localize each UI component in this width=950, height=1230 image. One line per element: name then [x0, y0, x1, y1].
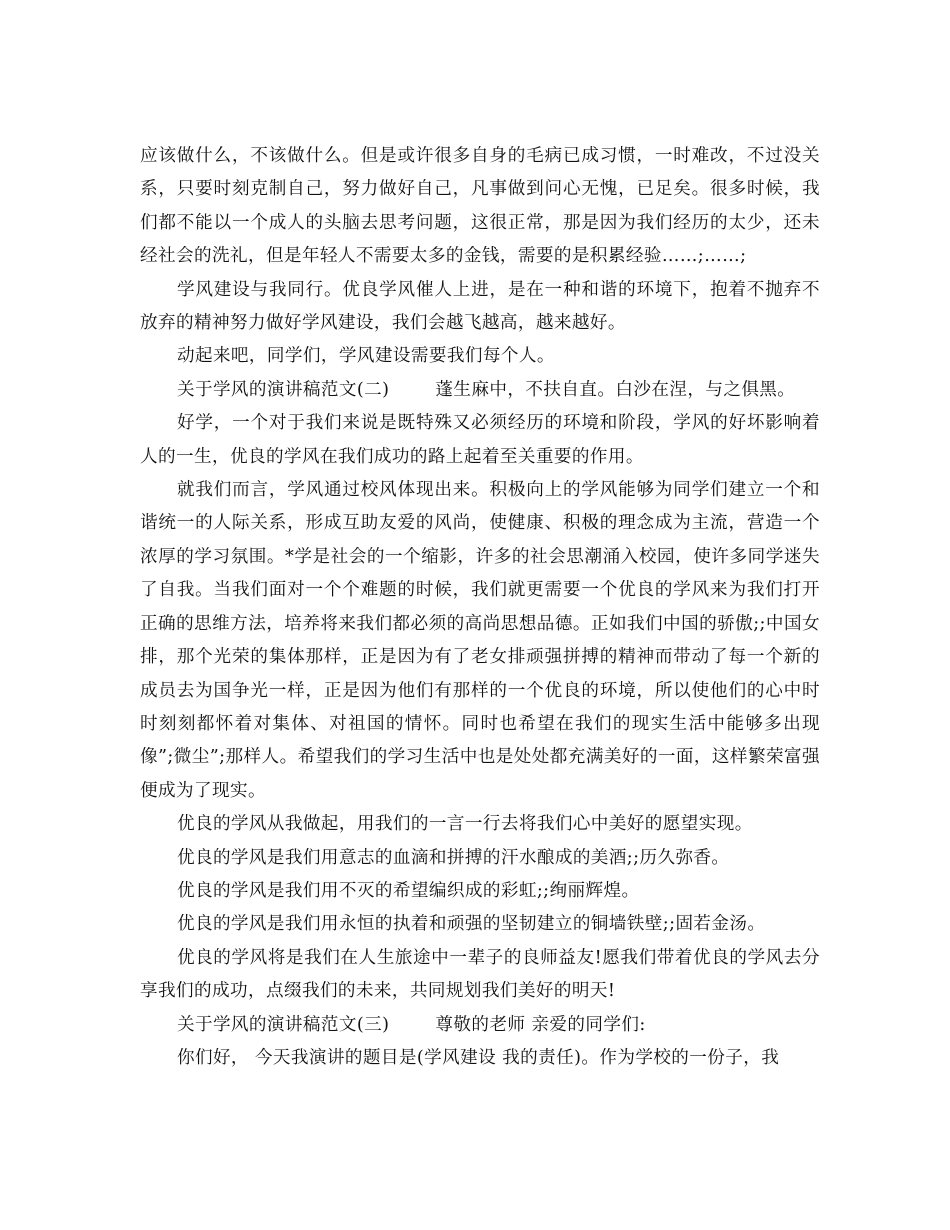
paragraph-5: 好学，一个对于我们来说是既特殊又必须经历的环境和阶段，学风的好坏影响着人的一生，优良的学风在我们成功的路上起着至关重要的作用。 — [140, 413, 820, 467]
paragraph-9: 优良的学风是我们用不灭的希望编织成的彩虹;;绚丽辉煌。 — [176, 880, 640, 901]
section-title-2: 关于学风的演讲稿范文(二) — [176, 379, 390, 400]
paragraph-7: 优良的学风从我做起，用我们的一言一行去将我们心中美好的愿望实现。 — [176, 814, 753, 835]
paragraph-1: 应该做什么，不该做什么。但是或许很多自身的毛病已成习惯，一时难改，不过没关系，只要时刻克制自己，努力做好自己，凡事做到问心无愧，已足矣。很多时候，我们都不能以一个成人的头脑去思考问题，这很正常，那是因为我们经历的太少，还未经社会的洗礼，但是年轻人不需要太多的金钱，需要的是积累经验……;……; — [140, 146, 820, 267]
paragraph-10: 优良的学风是我们用永恒的执着和顽强的坚韧建立的铜墙铁壁;;固若金汤。 — [176, 914, 766, 935]
paragraph-11: 优良的学风将是我们在人生旅途中一辈子的良师益友!愿我们带着优良的学风去分享我们的成功，点缀我们的未来，共同规划我们美好的明天! — [140, 947, 820, 1002]
section-heading-3 — [140, 1009, 820, 1042]
document-page — [140, 140, 820, 1075]
section-heading-2 — [140, 374, 820, 407]
paragraph-6: 就我们而言，学风通过校风体现出来。积极向上的学风能够为同学们建立一个和谐统一的人际关系，形成互助友爱的风尚，使健康、积极的理念成为主流，营造一个浓厚的学习氛围。*学是社会的一个缩影，许多的社会思潮涌入校园，使许多同学迷失了自我。当我们面对一个个难题的时候，我们就更需要一个优良的学风来为我们打开正确的思维方法，培养将来我们都必须的高尚思想品德。正如我们中国的骄傲;;中国女排，那个光荣的集体那样，正是因为有了老女排顽强拼搏的精神而带动了每一个新的成员去为国争光一样，正是因为他们有那样的一个优良的环境，所以使他们的心中时时刻刻都怀着对集体、对祖国的情怀。同时也希望在我们的现实生活中能够多出现像”;微尘”;那样人。希望我们的学习生活中也是处处都充满美好的一面，这样繁荣富强便成为了现实。 — [140, 480, 820, 801]
paragraph-13: 你们好， 今天我演讲的题目是(学风建设 我的责任)。作为学校的一份子，我 — [176, 1047, 780, 1068]
paragraph-2: 学风建设与我同行。优良学风催人上进，是在一种和谐的环境下，抱着不抛弃不放弃的精神努力做好学风建设，我们会越飞越高，越来越好。 — [140, 279, 820, 334]
paragraph-3: 动起来吧，同学们，学风建设需要我们每个人。 — [176, 346, 555, 367]
paragraph-8: 优良的学风是我们用意志的血滴和拼搏的汗水酿成的美酒;;历久弥香。 — [176, 847, 730, 868]
section-title-3: 关于学风的演讲稿范文(三) — [176, 1014, 390, 1035]
section-epigraph: 蓬生麻中，不扶自直。白沙在涅，与之俱黑。 — [435, 379, 796, 400]
salutation: 尊敬的老师 亲爱的同学们: — [435, 1014, 646, 1035]
